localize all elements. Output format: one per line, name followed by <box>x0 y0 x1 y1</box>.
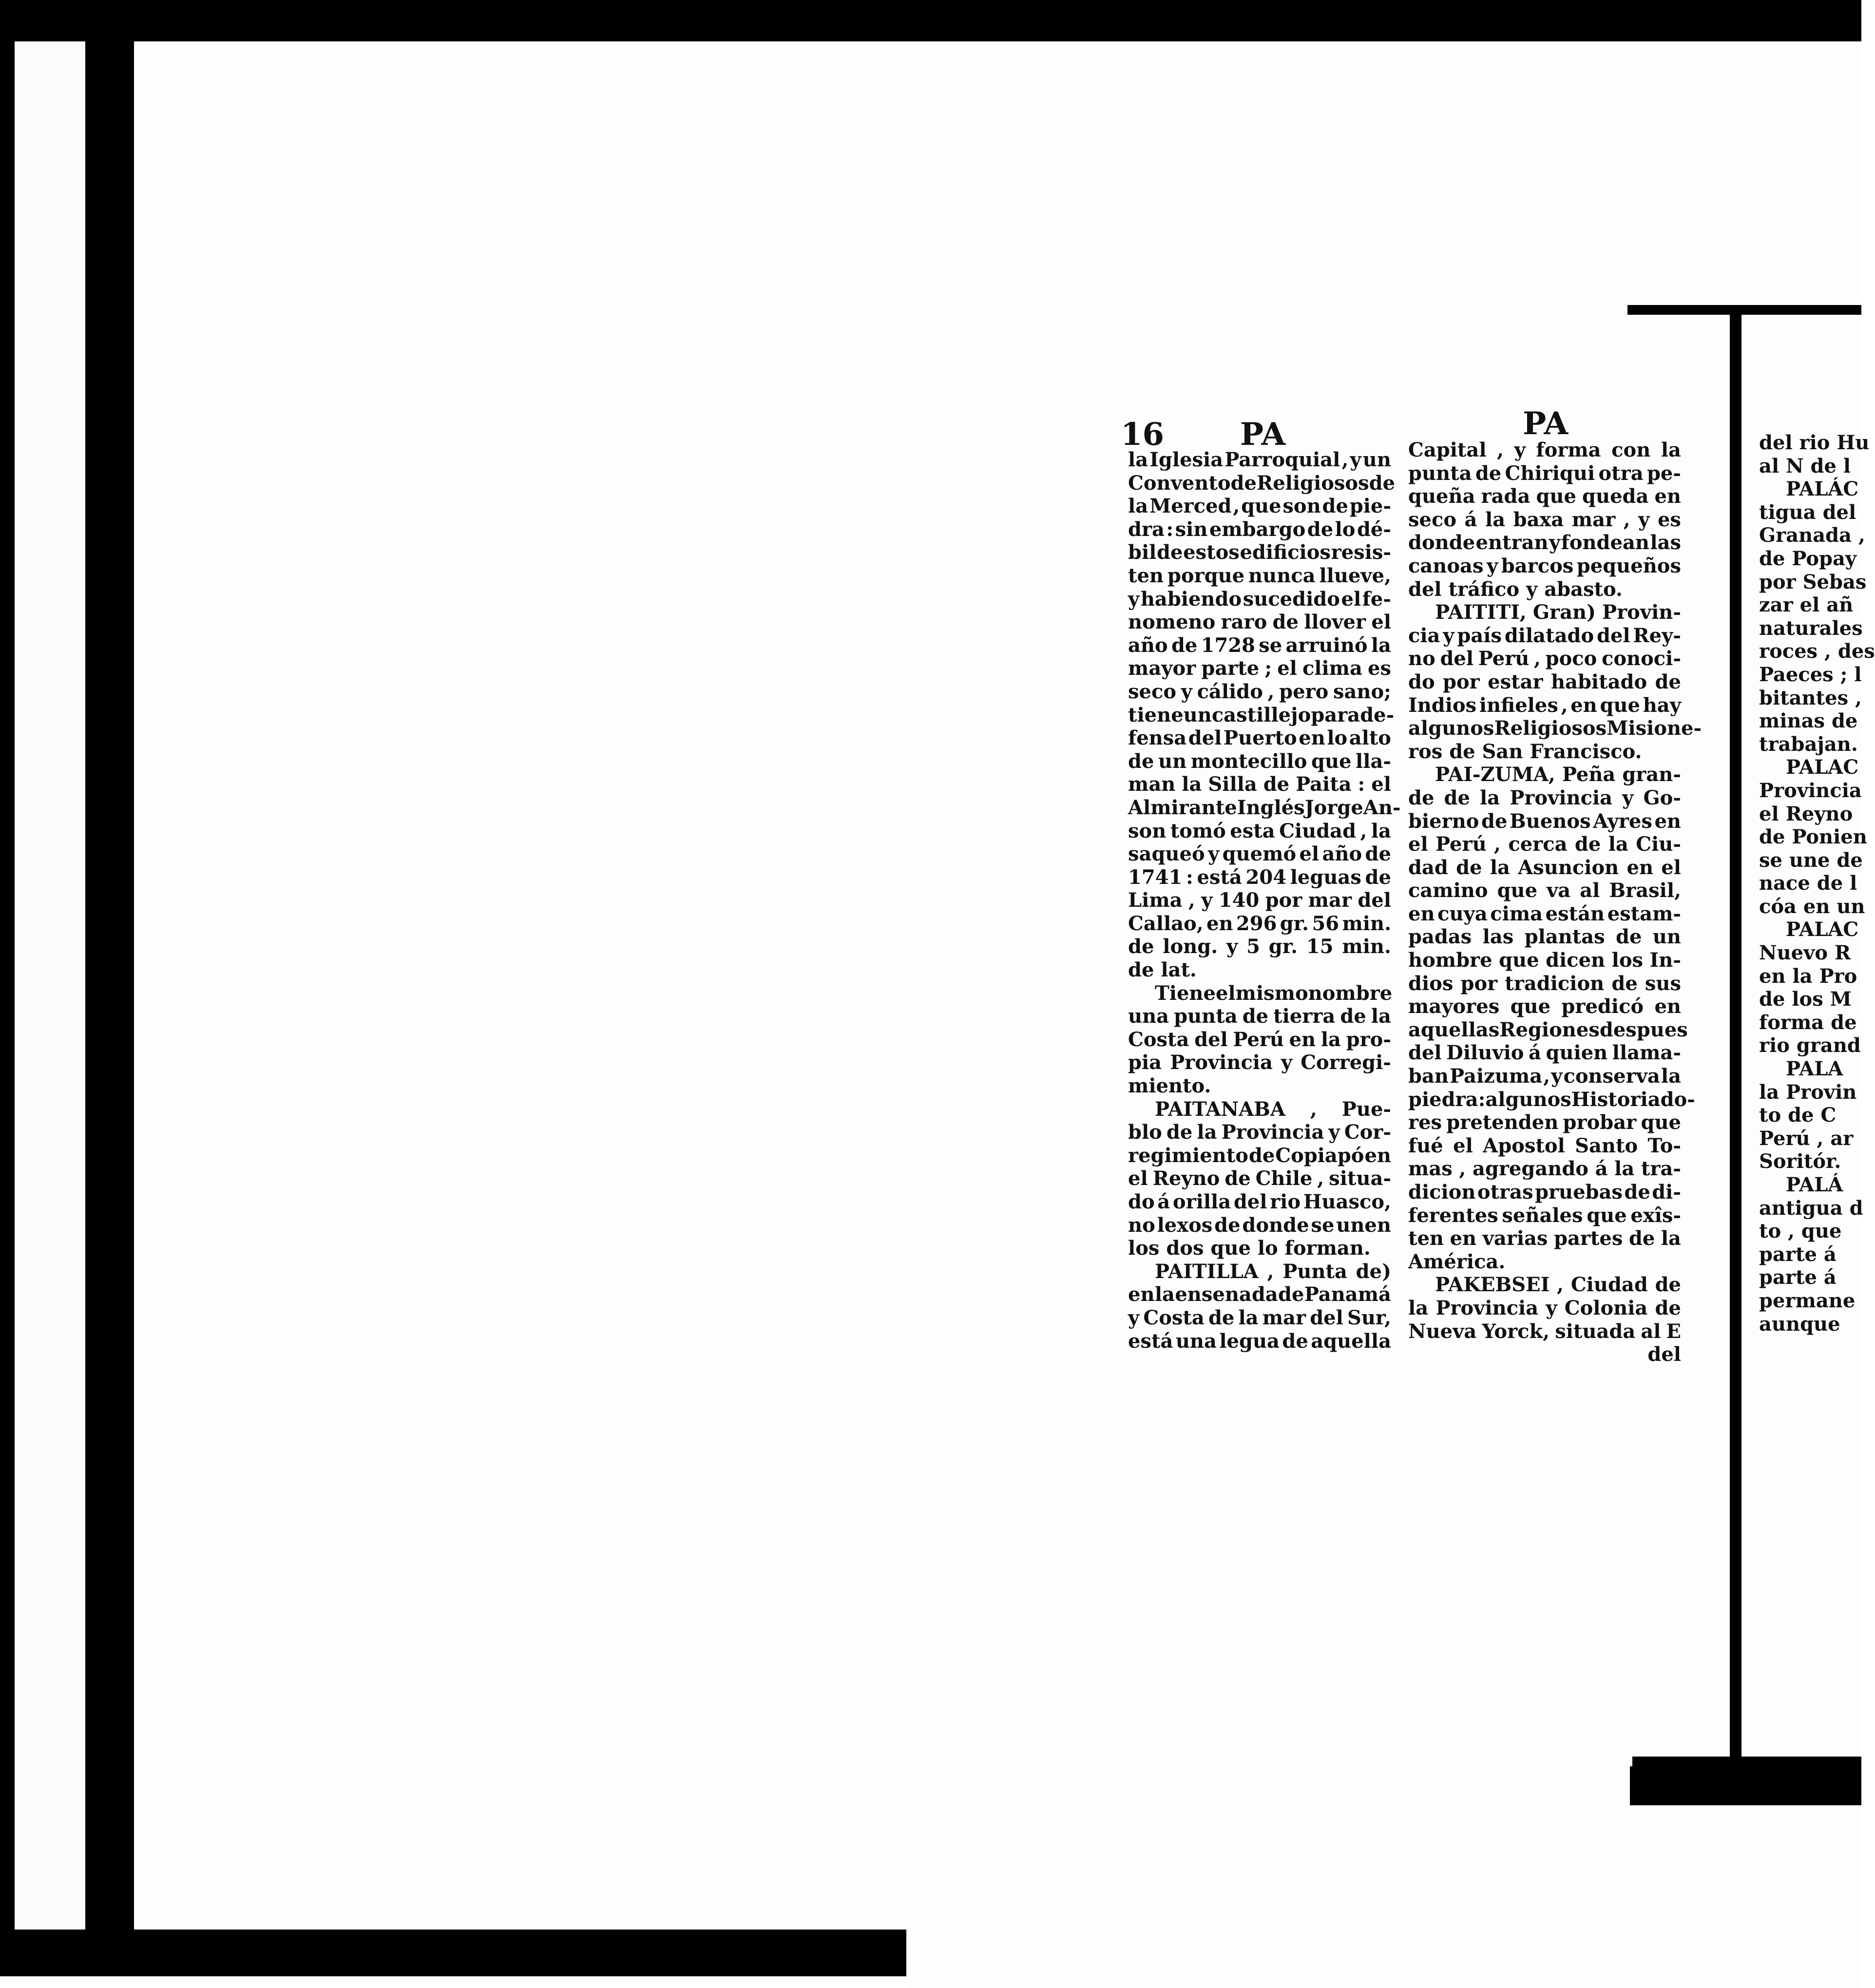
text-line: PALAC <box>1786 918 1859 941</box>
film-border-left <box>0 0 15 1976</box>
text-line: el Reyno de Chile , situa- <box>1128 1167 1391 1190</box>
text-line: Indios infieles , en que hay <box>1408 693 1681 717</box>
text-line: bitantes , <box>1759 686 1862 709</box>
text-line: do á orilla del rio Huasco, <box>1128 1190 1391 1213</box>
text-line: forma de <box>1759 1011 1857 1034</box>
text-line: PALAC <box>1786 756 1859 779</box>
text-line: mayor parte ; el clima es <box>1128 657 1391 680</box>
text-line: aquellas Regiones despues <box>1408 1018 1688 1041</box>
film-gap <box>15 41 85 1930</box>
text-line: de de la Provincia y Go- <box>1408 786 1681 809</box>
page-clamp-bottom <box>1632 1757 1861 1766</box>
text-line: PAITILLA , Punta de) <box>1155 1260 1391 1283</box>
text-line: blo de la Provincia y Cor- <box>1128 1121 1391 1144</box>
text-line: nomeno raro de llover el <box>1128 611 1391 634</box>
text-line: PALÁ <box>1786 1173 1843 1196</box>
text-line: canoas y barcos pequeños <box>1408 554 1681 577</box>
text-line: Granada , <box>1759 524 1865 547</box>
text-line: PALÁC <box>1786 478 1859 501</box>
page-clamp-block <box>1630 1766 1861 1805</box>
text-line: año de 1728 se arruinó la <box>1128 633 1391 657</box>
text-line: cóa en un <box>1759 895 1865 918</box>
text-line: parte á <box>1759 1266 1837 1289</box>
text-line: roces , des <box>1759 640 1875 663</box>
text-line: algunos Religiosos Misione- <box>1408 717 1702 740</box>
text-line: del rio Hu <box>1759 431 1870 454</box>
text-line: en cuya cima están estam- <box>1408 902 1681 925</box>
text-line: PAI-ZUMA, Peña gran- <box>1435 763 1681 786</box>
text-line: en la ensenada de Panamá <box>1128 1283 1391 1306</box>
text-line: do por estar habitado de <box>1408 670 1681 693</box>
text-line: tiene un castillejo para de- <box>1128 703 1395 726</box>
text-line: ban Paizuma , y conserva la <box>1408 1065 1681 1088</box>
text-line: de un montecillo que lla- <box>1128 749 1391 773</box>
text-line: la Iglesia Parroquial , y un <box>1128 448 1391 471</box>
text-line: se une de <box>1759 848 1863 872</box>
text-line: Convento de Religiosos de <box>1128 471 1396 495</box>
text-line: dad de la Asuncion en el <box>1408 856 1681 879</box>
text-line: fensa del Puerto en lo alto <box>1128 726 1391 750</box>
text-line: está una legua de aquella <box>1128 1329 1391 1353</box>
text-column-1 <box>1128 448 1401 1353</box>
text-line: PAITANABA , Pue- <box>1155 1097 1391 1121</box>
text-line: aunque <box>1759 1312 1840 1336</box>
text-line: dicion otras pruebas de di- <box>1408 1181 1681 1204</box>
text-line: hombre que dicen los In- <box>1408 949 1681 972</box>
text-line: rio grand <box>1759 1034 1861 1057</box>
text-line: ten en varias partes de la <box>1408 1227 1681 1250</box>
text-line: miento. <box>1128 1074 1211 1098</box>
text-line: de los M <box>1759 988 1852 1011</box>
film-rail-left <box>85 29 134 1976</box>
text-line: bil de estos edificios resis- <box>1128 541 1391 564</box>
text-line: la Provin <box>1759 1080 1857 1104</box>
film-border-top <box>0 0 1861 41</box>
text-line: to de C <box>1759 1104 1837 1127</box>
text-line: PAITITI, Gran) Provin- <box>1435 601 1681 624</box>
text-line: no lexos de donde se unen <box>1128 1213 1391 1237</box>
text-line: Paeces ; l <box>1759 663 1862 686</box>
page-clamp-stem <box>1730 312 1741 1759</box>
text-line: al N de l <box>1759 454 1851 478</box>
text-line: Provincia <box>1759 779 1862 802</box>
text-line: nace de l <box>1759 872 1857 895</box>
text-line: y Costa de la mar del Sur, <box>1128 1306 1391 1329</box>
text-line: zar el añ <box>1759 593 1854 617</box>
text-line: y habiendo sucedido el fe- <box>1128 587 1391 611</box>
text-line: mayores que predicó en <box>1408 995 1681 1018</box>
text-line: punta de Chiriqui otra pe- <box>1408 461 1681 485</box>
text-line: de Popay <box>1759 547 1857 570</box>
text-line: ten porque nunca llueve, <box>1128 564 1391 587</box>
text-line: bierno de Buenos Ayres en <box>1408 809 1681 833</box>
text-line: queña rada que queda en <box>1408 485 1681 508</box>
text-line: tigua del <box>1759 500 1856 524</box>
text-line: minas de <box>1759 709 1858 733</box>
text-line: PAKEBSEI , Ciudad de <box>1435 1273 1681 1297</box>
text-line: Soritór. <box>1759 1150 1841 1173</box>
text-line: la Merced , que son de pie- <box>1128 495 1391 518</box>
text-line: man la Silla de Paita : el <box>1128 773 1391 796</box>
text-line: donde entran y fondean las <box>1408 531 1681 554</box>
text-line: Costa del Perú en la pro- <box>1128 1028 1391 1051</box>
text-line: 1741 : está 204 leguas de <box>1128 865 1391 889</box>
text-line: PALA <box>1786 1057 1843 1081</box>
text-line: Almirante Inglés Jorge An- <box>1128 796 1401 819</box>
text-line: de long. y 5 gr. 15 min. <box>1128 935 1391 958</box>
page-number: 16 <box>1121 416 1165 453</box>
text-line: fué el Apostol Santo To- <box>1408 1134 1681 1157</box>
text-column-2 <box>1408 439 1702 1366</box>
text-line: seco á la baxa mar , y es <box>1408 508 1681 531</box>
text-line: la Provincia y Colonia de <box>1408 1296 1681 1319</box>
text-line: ferentes señales que exîs- <box>1408 1204 1681 1227</box>
text-line: piedra : algunos Historiado- <box>1408 1088 1695 1111</box>
text-line: dra : sin embargo de lo dé- <box>1128 517 1391 541</box>
page-clamp-top <box>1627 305 1861 315</box>
text-line: Callao, en 296 gr. 56 min. <box>1128 912 1391 935</box>
text-line: Tiene el mismo nombre <box>1155 981 1393 1005</box>
text-line: los dos que lo forman. <box>1128 1237 1371 1260</box>
text-line: cia y país dilatado del Rey- <box>1408 624 1681 647</box>
text-line: seco y cálido , pero sano; <box>1128 680 1391 703</box>
text-line: ros de San Francisco. <box>1408 740 1642 763</box>
text-line: mas , agregando á la tra- <box>1408 1157 1681 1181</box>
text-line: Capital , y forma con la <box>1408 439 1681 461</box>
text-line: del tráfico y abasto. <box>1408 577 1623 601</box>
text-line: trabajan. <box>1759 732 1858 756</box>
text-line: no del Perú , poco conoci- <box>1408 647 1681 670</box>
text-line: pia Provincia y Corregi- <box>1128 1051 1391 1074</box>
text-line: permane <box>1759 1289 1856 1312</box>
text-line: una punta de tierra de la <box>1128 1005 1391 1028</box>
text-column-3 <box>1759 431 1875 1336</box>
text-line: el Reyno <box>1759 802 1853 825</box>
running-head-left: PA <box>1240 416 1286 453</box>
text-line: el Perú , cerca de la Ciu- <box>1408 833 1681 856</box>
text-line: parte á <box>1759 1242 1837 1266</box>
text-line: padas las plantas de un <box>1408 925 1681 949</box>
text-line: del <box>1647 1343 1681 1366</box>
text-line: por Sebas <box>1759 570 1867 593</box>
text-line: Nuevo R <box>1759 941 1851 965</box>
text-line: camino que va al Brasil, <box>1408 879 1681 902</box>
text-line: naturales <box>1759 616 1863 640</box>
text-line: saqueó y quemó el año de <box>1128 842 1391 866</box>
text-line: en la Pro <box>1759 964 1857 988</box>
text-line: dios por tradicion de sus <box>1408 972 1681 995</box>
text-line: del Diluvio á quien llama- <box>1408 1041 1681 1065</box>
text-line: Nueva Yorck, situada al E <box>1408 1319 1681 1343</box>
text-line: res pretenden probar que <box>1408 1111 1681 1134</box>
text-line: de Ponien <box>1759 825 1867 849</box>
text-line: antigua d <box>1759 1196 1863 1220</box>
running-head-right: PA <box>1523 405 1569 442</box>
text-line: América. <box>1408 1250 1506 1273</box>
text-line: son tomó esta Ciudad , la <box>1128 819 1391 842</box>
text-line: regimiento de Copiapó en <box>1128 1144 1391 1167</box>
text-line: to , que <box>1759 1220 1842 1243</box>
text-line: Perú , ar <box>1759 1127 1854 1150</box>
text-line: de lat. <box>1128 958 1197 982</box>
text-line: Lima , y 140 por mar del <box>1128 889 1391 912</box>
